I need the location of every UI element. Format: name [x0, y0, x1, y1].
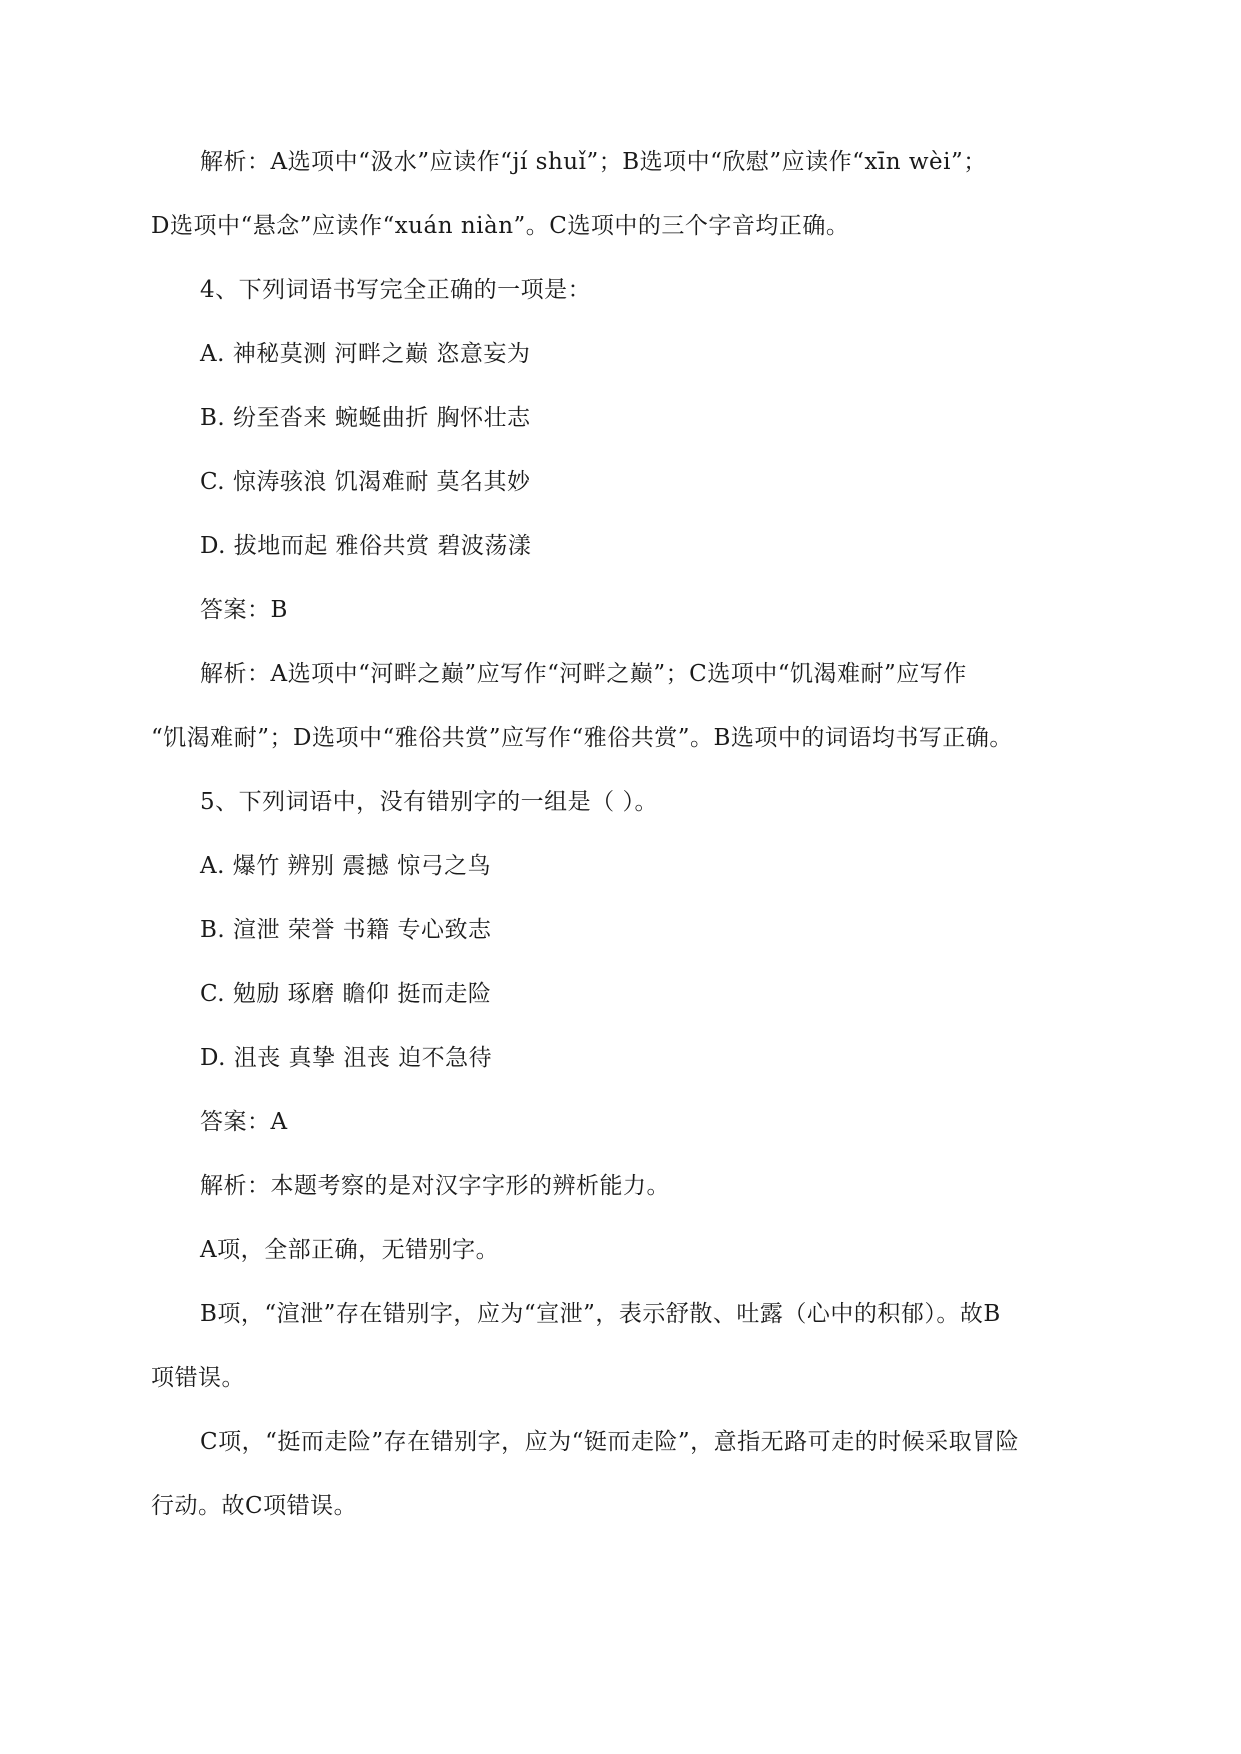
- question-5-stem: 5、下列词语中，没有错别字的一组是（ ）。: [200, 789, 658, 815]
- analysis-q5-intro: 解析：本题考察的是对汉字字形的辨析能力。: [200, 1173, 670, 1199]
- analysis-q3-line2: D选项中“悬念”应读作“xuán niàn”。C选项中的三个字音均正确。: [151, 213, 850, 239]
- question-5-option-b: B. 渲泄 荣誉 书籍 专心致志: [200, 917, 492, 943]
- analysis-q3-line1: 解析：A选项中“汲水”应读作“jí shuǐ”；B选项中“欣慰”应读作“xīn wèi”；: [200, 149, 987, 175]
- document-body: [151, 146, 1091, 1554]
- analysis-q4-line2: “饥渴难耐”；D选项中“雅俗共赏”应写作“雅俗共赏”。B选项中的词语均书写正确。: [151, 725, 1013, 751]
- analysis-q5-item-b-line2: 项错误。: [151, 1365, 245, 1391]
- analysis-q5-item-c-line1: C项，“挺而走险”存在错别字，应为“铤而走险”，意指无路可走的时候采取冒险: [200, 1429, 1020, 1455]
- question-4-stem: 4、下列词语书写完全正确的一项是：: [200, 277, 592, 303]
- analysis-q5-item-c-line2: 行动。故C项错误。: [151, 1493, 358, 1519]
- question-4-option-b: B. 纷至沓来 蜿蜒曲折 胸怀壮志: [200, 405, 531, 431]
- question-4-option-a: A. 神秘莫测 河畔之巅 恣意妄为: [200, 341, 531, 367]
- analysis-q4-line1: 解析：A选项中“河畔之巅”应写作“河畔之巅”；C选项中“饥渴难耐”应写作: [200, 661, 967, 687]
- question-5-option-d: D. 沮丧 真挚 沮丧 迫不急待: [200, 1045, 493, 1071]
- question-4-option-c: C. 惊涛骇浪 饥渴难耐 莫名其妙: [200, 469, 531, 495]
- question-4-answer: 答案：B: [200, 597, 288, 623]
- analysis-q5-item-a: A项，全部正确，无错别字。: [200, 1237, 500, 1263]
- question-5-option-a: A. 爆竹 辨别 震撼 惊弓之鸟: [200, 853, 492, 879]
- question-5-answer: 答案：A: [200, 1109, 288, 1135]
- question-4-option-d: D. 拔地而起 雅俗共赏 碧波荡漾: [200, 533, 532, 559]
- analysis-q5-item-b-line1: B项，“渲泄”存在错别字，应为“宣泄”，表示舒散、吐露（心中的积郁）。故B: [200, 1301, 1001, 1327]
- question-5-option-c: C. 勉励 琢磨 瞻仰 挺而走险: [200, 981, 492, 1007]
